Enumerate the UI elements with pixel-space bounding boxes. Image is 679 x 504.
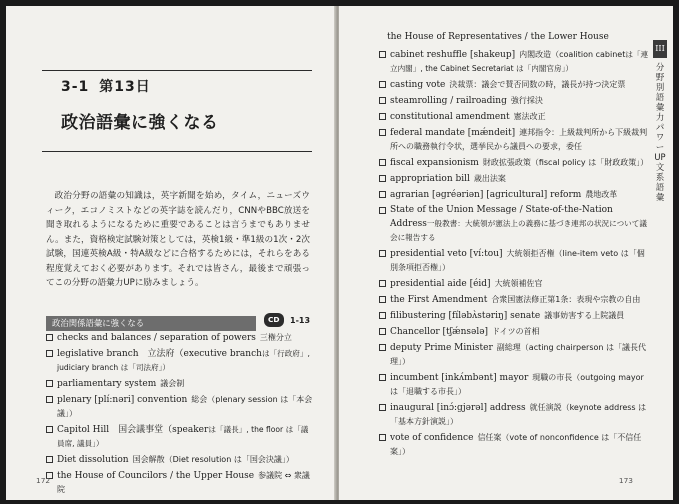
vocab-term: incumbent [inkʌ́mbənt] mayor — [390, 373, 529, 383]
vocab-term: Diet dissolution — [57, 455, 129, 465]
vocab-term: inaugural [inɔ́:gjərəl] address — [390, 403, 526, 413]
checkbox-icon[interactable] — [46, 350, 53, 357]
vocab-translation: 連邦指令：上級裁判所から下級裁判所への職務執行令状，選挙民から議員への要求，委任 — [390, 128, 648, 151]
section-number: 3-1 — [61, 79, 90, 95]
page-number-left: 172 — [36, 476, 51, 485]
vocab-term: the First Amendment — [390, 295, 488, 305]
vocab-translation: 憲法改正 — [513, 112, 546, 121]
vocab-entry — [379, 48, 649, 76]
vocab-term: casting vote — [390, 80, 446, 90]
checkbox-icon[interactable] — [379, 129, 386, 136]
vocab-entry — [46, 331, 314, 345]
vocab-translation: 議会制 — [160, 379, 185, 388]
vocab-term: State of the Union Message / State-of-the-Nation Address — [390, 205, 613, 229]
checkbox-icon[interactable] — [46, 426, 53, 433]
checkbox-icon[interactable] — [379, 113, 386, 120]
vocab-term: fiscal expansionism — [390, 158, 479, 168]
vocab-entry — [379, 110, 649, 124]
vocab-entry — [46, 393, 314, 421]
section-week: 第13日 — [99, 79, 151, 95]
vocab-list-right — [379, 48, 649, 461]
vocab-term: agrarian [əgréəriən] [agricultural] reform — [390, 190, 582, 200]
page-number-right: 173 — [618, 476, 633, 485]
checkbox-icon[interactable] — [379, 344, 386, 351]
checkbox-icon[interactable] — [379, 404, 386, 411]
vocab-entry — [379, 172, 649, 186]
vocab-entry — [379, 126, 649, 154]
vocab-term: legislative branch 立法府（executive branch — [57, 349, 262, 359]
checkbox-icon[interactable] — [379, 312, 386, 319]
vocab-entry — [379, 371, 649, 399]
checkbox-icon[interactable] — [379, 159, 386, 166]
vocab-term: presidential veto [ví:tou] — [390, 249, 503, 259]
vocab-translation: 副総理（acting chairperson は「議長代理」） — [390, 343, 646, 366]
left-page — [6, 6, 336, 500]
vocab-entry — [379, 401, 649, 429]
vocab-translation: 総会（plenary session は「本会議」） — [57, 395, 313, 418]
vocab-entry — [379, 277, 649, 291]
vocab-translation: 就任演説（keynote address は「基本方針演説」） — [390, 403, 647, 426]
cd-track-number: 1-13 — [290, 316, 311, 325]
vocab-note: は「連立内閣」, the Cabinet Secretariat は「内閣官房」） — [390, 50, 649, 73]
vocab-translation: 国会解散（Diet resolution は「国会決議」） — [132, 455, 294, 464]
vocab-entry — [379, 293, 649, 307]
checkbox-icon[interactable] — [379, 296, 386, 303]
continued-entry-line: the House of Representatives / the Lower House — [387, 32, 609, 42]
vocab-translation: 参議院 ⇔ 衆議院 — [57, 471, 310, 494]
cd-icon: CD — [264, 313, 284, 327]
checkbox-icon[interactable] — [379, 434, 386, 441]
vocab-entry — [379, 94, 649, 108]
checkbox-icon[interactable] — [46, 396, 53, 403]
vocab-translation: 農地改革 — [585, 190, 618, 199]
title-bottom-rule — [42, 151, 312, 152]
vocab-translation: 歳出法案 — [473, 174, 506, 183]
vocab-translation: 合衆国憲法修正第1条：表現や宗教の自由 — [491, 295, 641, 304]
vocab-translation: 三権分立 — [259, 333, 292, 342]
checkbox-icon[interactable] — [379, 328, 386, 335]
checkbox-icon[interactable] — [46, 456, 53, 463]
vocab-translation: 議事妨害する上院議員 — [544, 311, 625, 320]
vocab-entry — [379, 247, 649, 275]
vocab-entry — [379, 431, 649, 459]
vocab-translation: ドイツの首相 — [492, 327, 540, 336]
chapter-title: 政治語彙に強くなる — [61, 113, 219, 133]
chapter-side-label: 分野別語彙力パワーUP文系語彙 — [654, 62, 666, 202]
checkbox-icon[interactable] — [379, 191, 386, 198]
vocab-entry — [379, 325, 649, 339]
vocab-term: cabinet reshuffle [shakeup] — [390, 50, 516, 60]
checkbox-icon[interactable] — [46, 380, 53, 387]
vocab-note: は「行政府」, judiciary branch は「司法府」） — [57, 349, 310, 372]
vocab-term: deputy Prime Minister — [390, 343, 493, 353]
vocab-term: Capitol Hill 国会議事堂（speaker — [57, 425, 209, 435]
vocab-entry — [379, 188, 649, 202]
vocab-term: the House of Councilors / the Upper House — [57, 471, 255, 481]
checkbox-icon[interactable] — [379, 175, 386, 182]
vocab-translation: 大統領補佐官 — [494, 279, 543, 288]
chapter-tab: III — [653, 40, 667, 58]
vocab-entry — [46, 423, 314, 451]
checkbox-icon[interactable] — [379, 280, 386, 287]
checkbox-icon[interactable] — [379, 207, 386, 214]
checkbox-icon[interactable] — [379, 81, 386, 88]
vocab-entry — [379, 341, 649, 369]
vocab-note: は「議長」, the floor は「議員席, 議員」） — [57, 425, 309, 448]
section-heading — [61, 76, 161, 96]
checkbox-icon[interactable] — [46, 334, 53, 341]
vocab-note: 一般教書：大統領が憲法上の義務に基づき連邦の状況について議会に報告する — [390, 219, 647, 242]
checkbox-icon[interactable] — [379, 51, 386, 58]
checkbox-icon[interactable] — [379, 374, 386, 381]
vocab-term: filibustering [fíləbʌ̀stəriŋ] senate — [390, 311, 541, 321]
vocab-term: steamrolling / railroading — [390, 96, 507, 106]
vocab-term: Chancellor [tʃǽnsələ] — [390, 327, 489, 337]
checkbox-icon[interactable] — [379, 250, 386, 257]
vocab-term: vote of confidence — [390, 433, 474, 443]
vocab-entry — [379, 204, 649, 245]
vocab-translation: 財政拡張政策（fiscal policy は「財政政策」） — [482, 158, 649, 167]
title-top-rule — [42, 70, 312, 71]
vocab-translation: 現職の市長（outgoing mayor は「退職する市長」） — [390, 373, 644, 396]
vocab-term: presidential aide [éid] — [390, 279, 491, 289]
vocab-translation: 信任案（vote of nonconfidence は「不信任案」） — [390, 433, 642, 456]
vocab-heading: 政治関係語彙に強くなる — [52, 318, 145, 328]
vocab-entry — [379, 78, 649, 92]
vocab-entry — [46, 377, 314, 391]
vocab-term: constitutional amendment — [390, 112, 510, 122]
vocab-translation: 強行採決 — [510, 96, 543, 105]
vocab-entry — [46, 347, 314, 375]
vocab-term: appropriation bill — [390, 174, 470, 184]
vocab-entry — [46, 469, 314, 497]
vocab-translation: 決裁票：議会で賛否同数の時，議長が持つ決定票 — [449, 80, 626, 89]
vocab-entry — [46, 453, 314, 467]
vocab-list-left — [46, 331, 314, 499]
vocab-term: plenary [plí:nəri] convention — [57, 395, 188, 405]
checkbox-icon[interactable] — [379, 97, 386, 104]
vocab-term: parliamentary system — [57, 379, 157, 389]
vocab-translation: 内閣改造（coalition cabinet — [519, 50, 626, 59]
vocab-entry — [379, 156, 649, 170]
vocab-translation: 大統領拒否権（line-item veto は「個別条項拒否権」） — [390, 249, 645, 272]
right-page — [339, 6, 673, 500]
intro-paragraph: 政治分野の語彙の知識は，英字新聞を始め，タイム，ニューズウィーク，エコノミストなどの英字誌を読んだり，CNNやBBC放送を聞き取れるようになるために重要であることは言うまでもありません。また，資格検定試験対策としては，英検1級・準1級の1次・2次試験，国連英検A級・特A級などに合格するためには，それらをある程度覚えておく必要があります。それでは皆さん，最後まで頑張ってこの分野の語彙力UPに励みましょう。 — [46, 191, 310, 288]
vocab-term: federal mandate [mǽndeit] — [390, 128, 516, 138]
vocab-entry — [379, 309, 649, 323]
vocab-term: checks and balances / separation of powers — [57, 333, 256, 343]
